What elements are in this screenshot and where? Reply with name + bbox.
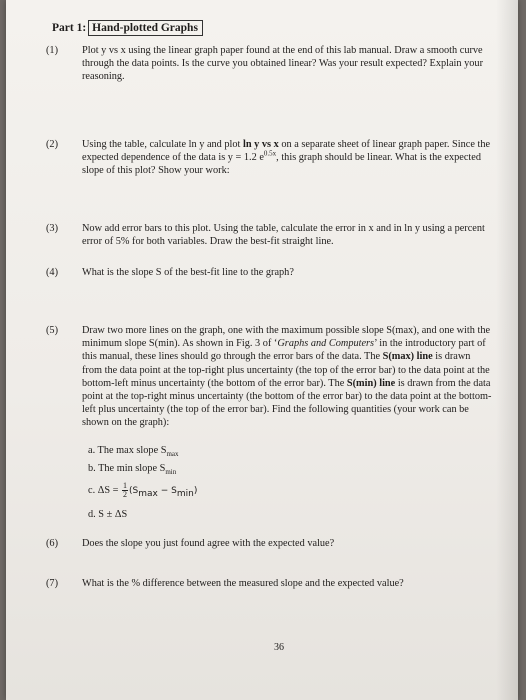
question-number: (4): [46, 267, 59, 278]
question-text: Using the table, calculate ln y and plot ln y vs x on a separate sheet of linear graph paper. Since the expected dependence of the data is y = 1.2 $e^{0.5x}$, this graph should be linear. What is the expected slope of this plot? Show your work:: [82, 139, 491, 177]
question-number: (1): [46, 45, 59, 56]
question-number: (5): [46, 325, 59, 336]
emphasis-ln-y-vs-x: ln y vs x: [243, 139, 279, 150]
citation-title: Graphs and Computers: [277, 338, 375, 350]
sub-item-a: a. The max slope $S_{max}$: [88, 445, 179, 459]
sub-item-c: c. ΔS = $\frac{1}{2}$ $(S_{max} - S_{min})$: [88, 481, 198, 499]
part-heading: [52, 20, 203, 36]
fraction-half: $\frac{1}{2}$: [123, 481, 128, 499]
document-page: [6, 0, 518, 700]
question-text: Plot y vs x using the linear graph paper found at the end of this lab manual. Draw a smooth curve through the data points. Is the curve you obtained linear? Was your result expected? Explain your reasoning.: [82, 45, 484, 83]
part-prefix: Part 1:: [52, 22, 87, 34]
page-number: 36: [274, 642, 284, 653]
question-text: Draw two more lines on the graph, one with the maximum possible slope S(max), and one with the minimum slope S(min). As shown in Fig. 3 of ‘Graphs and Computers’ in the introductory part of this manual, these lines should go through the error bars of the data. The S(max) line is drawn from the data point at the top-right plus uncertainty (the top of the error bar) to the data point at the bottom-left minus uncertainty (the bottom of the error bar). The S(min) line is drawn from the data point at the top-right minus uncertainty (the bottom of the error bar) to the data point at the bottom-left plus uncertainty (the top of the error bar). Find the following quantities (your work can be shown on the graph):: [82, 325, 492, 429]
question-text: What is the slope S of the best-fit line to the graph?: [82, 267, 294, 278]
exponent: 0.5x: [263, 149, 277, 158]
smin-term: S(min) line: [346, 377, 396, 389]
question-text: Does the slope you just found agree with the expected value?: [82, 538, 335, 549]
question-number: (7): [46, 578, 59, 589]
sub-item-d: d. S ± ΔS: [88, 509, 128, 520]
page-edge-shadow: [496, 0, 518, 700]
part-title: Hand-plotted Graphs: [88, 20, 203, 36]
question-number: (3): [46, 223, 59, 234]
smax-term: S(max) line: [382, 351, 433, 363]
question-text: What is the % difference between the measured slope and the expected value?: [82, 578, 404, 589]
sub-item-b: b. The min slope $S_{min}$: [88, 463, 177, 477]
question-number: (6): [46, 538, 59, 549]
question-number: (2): [46, 139, 59, 150]
question-text: Now add error bars to this plot. Using the table, calculate the error in x and in ln y using a percent error of 5% for both variables. Draw the best-fit straight line.: [82, 223, 485, 248]
